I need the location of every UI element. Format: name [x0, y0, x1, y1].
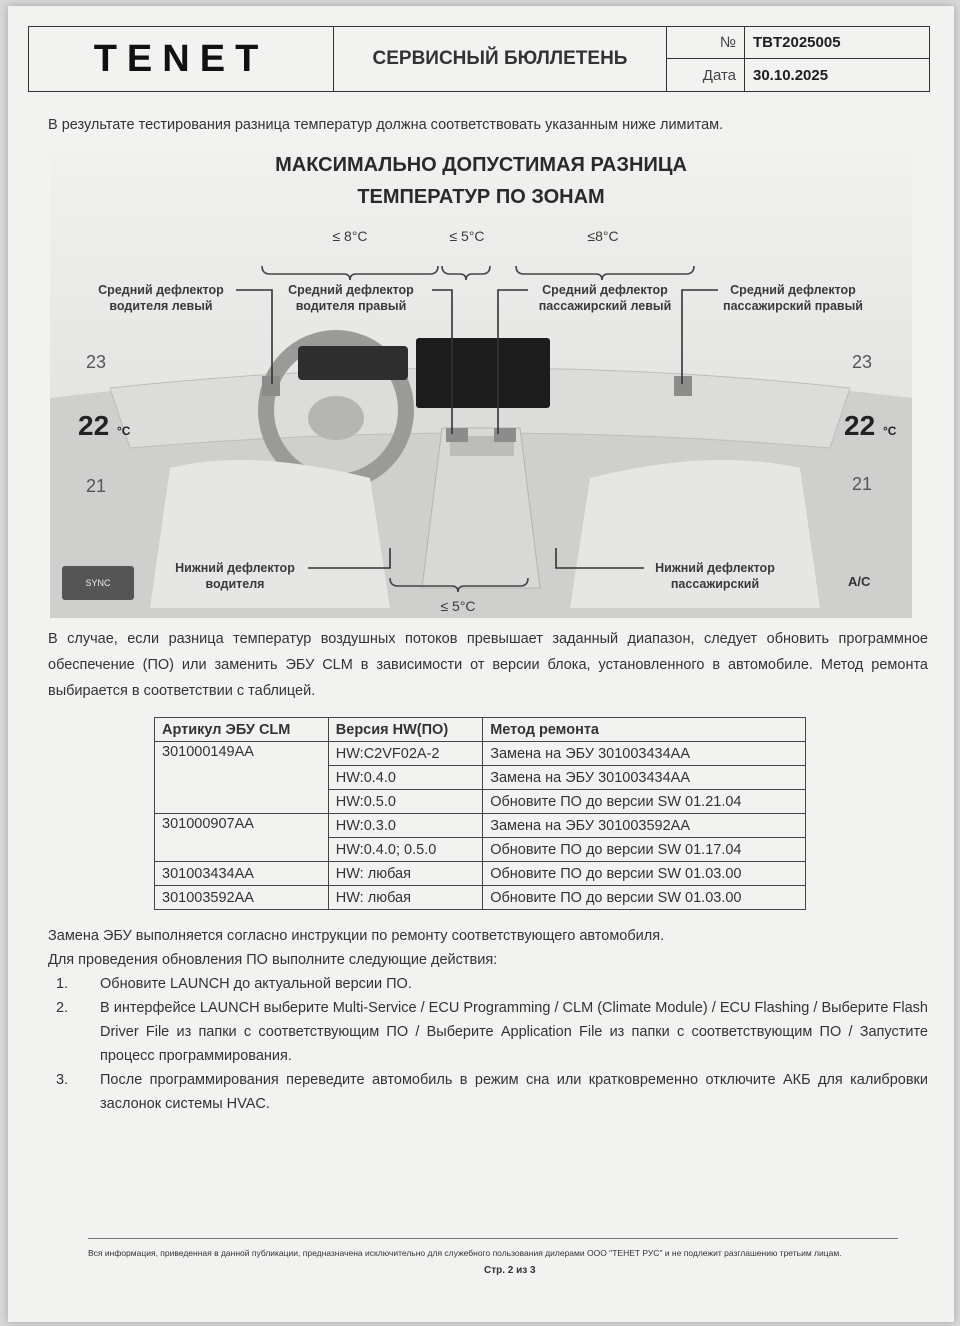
intro-text: В результате тестирования разница температур должна соответствовать указанным ниже лимитам. — [48, 117, 724, 133]
table-cell: Замена на ЭБУ 301003434AA — [483, 766, 806, 790]
brand-logo: TENET — [29, 27, 334, 91]
document-title: СЕРВИСНЫЙ БЮЛЛЕТЕНЬ — [334, 27, 667, 91]
right-temp-current: 22 °C — [844, 410, 897, 441]
ac-label: A/C — [848, 574, 871, 589]
footer-divider — [88, 1238, 898, 1239]
table-cell: HW: любая — [328, 862, 482, 886]
step-number: 3. — [56, 1072, 69, 1088]
limit-bottom: ≤ 5°C — [440, 598, 476, 614]
limit-right: ≤8°C — [587, 228, 619, 244]
table-row — [155, 862, 806, 886]
table-cell: HW:0.3.0 — [328, 814, 482, 838]
paragraph-repair-method: В случае, если разница температур воздушных потоков превышает заданный диапазон, следует обновить программное обеспечение (ПО) или заменить ЭБУ CLM в зависимости от версии блока, установленного в автомобиле. Метод ремонта выбирается в соответствии с таблицей. — [48, 631, 928, 699]
col-repair-method: Метод ремонта — [483, 718, 806, 742]
table-cell: HW:0.4.0; 0.5.0 — [328, 838, 482, 862]
diagram-title-line1: МАКСИМАЛЬНО ДОПУСТИМАЯ РАЗНИЦА — [275, 154, 687, 176]
repair-table — [154, 717, 806, 910]
diagram-title-line2: ТЕМПЕРАТУР ПО ЗОНАМ — [357, 186, 605, 208]
step-text: После программирования переведите автомобиль в режим сна или кратковременно отключите АКБ для калибровки заслонок системы HVAC. — [100, 1072, 928, 1112]
footer-disclaimer: Вся информация, приведенная в данной публикации, предназначена исключительно для служебного пользования дилерами ООО "ТЕНЕТ РУС" и не подлежит разглашению третьим лицам. — [88, 1248, 842, 1258]
label-vent-lower-pass: Нижний дефлектор пассажирский — [655, 561, 775, 591]
table-cell: HW:C2VF02A-2 — [328, 742, 482, 766]
table-cell: 301000907AA — [155, 814, 329, 862]
label-vent-pass-left: Средний дефлектор пассажирский левый — [538, 283, 672, 313]
bulletin-header — [28, 26, 930, 92]
label-vent-lower-driver: Нижний дефлектор водителя — [175, 561, 295, 591]
list-item — [48, 996, 928, 1068]
bulletin-meta — [667, 27, 929, 91]
limit-left: ≤ 8°C — [332, 228, 368, 244]
note-update-intro: Для проведения обновления ПО выполните следующие действия: — [48, 952, 498, 968]
table-row — [155, 742, 806, 766]
number-label: № — [667, 27, 745, 59]
label-vent-pass-right: Средний дефлектор пассажирский правый — [723, 283, 863, 313]
left-temp-up: 23 — [86, 352, 107, 372]
table-cell: Замена на ЭБУ 301003592AA — [483, 814, 806, 838]
table-header-row — [155, 718, 806, 742]
table-cell: HW: любая — [328, 886, 482, 910]
bulletin-number: TBT2025005 — [745, 27, 929, 59]
label-vent-driver-left: Средний дефлектор водителя левый — [98, 283, 224, 313]
page-number: Стр. 2 из 3 — [484, 1265, 536, 1276]
step-number: 1. — [56, 976, 69, 992]
list-item — [48, 1068, 928, 1116]
table-cell: Обновите ПО до версии SW 01.17.04 — [483, 838, 806, 862]
step-number: 2. — [56, 1000, 69, 1016]
col-hw-version: Версия HW(ПО) — [328, 718, 482, 742]
left-temp-current: 22 °C — [78, 410, 131, 441]
table-cell: Обновите ПО до версии SW 01.03.00 — [483, 886, 806, 910]
table-cell: HW:0.5.0 — [328, 790, 482, 814]
table-row — [155, 814, 806, 838]
right-temp-up: 23 — [852, 352, 873, 372]
label-vent-driver-right: Средний дефлектор водителя правый — [288, 283, 414, 313]
table-cell: 301003434AA — [155, 862, 329, 886]
table-cell: Замена на ЭБУ 301003434AA — [483, 742, 806, 766]
bulletin-date: 30.10.2025 — [753, 66, 829, 84]
temperature-zone-diagram — [50, 148, 912, 618]
limit-center: ≤ 5°C — [449, 228, 485, 244]
date-label: Дата — [667, 59, 745, 91]
note-ecu-replacement: Замена ЭБУ выполняется согласно инструкции по ремонту соответствующего автомобиля. — [48, 928, 665, 944]
table-cell: 301003592AA — [155, 886, 329, 910]
table-cell: HW:0.4.0 — [328, 766, 482, 790]
table-cell: Обновите ПО до версии SW 01.21.04 — [483, 790, 806, 814]
step-text: Обновите LAUNCH до актуальной версии ПО. — [100, 976, 412, 992]
list-item — [48, 972, 928, 996]
table-cell: 301000149AA — [155, 742, 329, 814]
sync-button: SYNC — [62, 566, 134, 600]
table-cell: Обновите ПО до версии SW 01.03.00 — [483, 862, 806, 886]
table-row — [155, 886, 806, 910]
right-temp-down: 21 — [852, 474, 873, 494]
car-interior-illustration — [50, 148, 912, 618]
col-ecu-part: Артикул ЭБУ CLM — [155, 718, 329, 742]
instructions — [48, 924, 928, 1116]
left-temp-down: 21 — [86, 476, 107, 496]
step-text: В интерфейсе LAUNCH выберите Multi-Service / ECU Programming / CLM (Climate Module) / ECU Flashing / Выберите Flash Driver File из папки с соответствующим ПО / Выберите Application File из папки с соответствующим ПО / Запустите процесс программирования. — [100, 1000, 928, 1064]
document-page — [8, 6, 954, 1322]
